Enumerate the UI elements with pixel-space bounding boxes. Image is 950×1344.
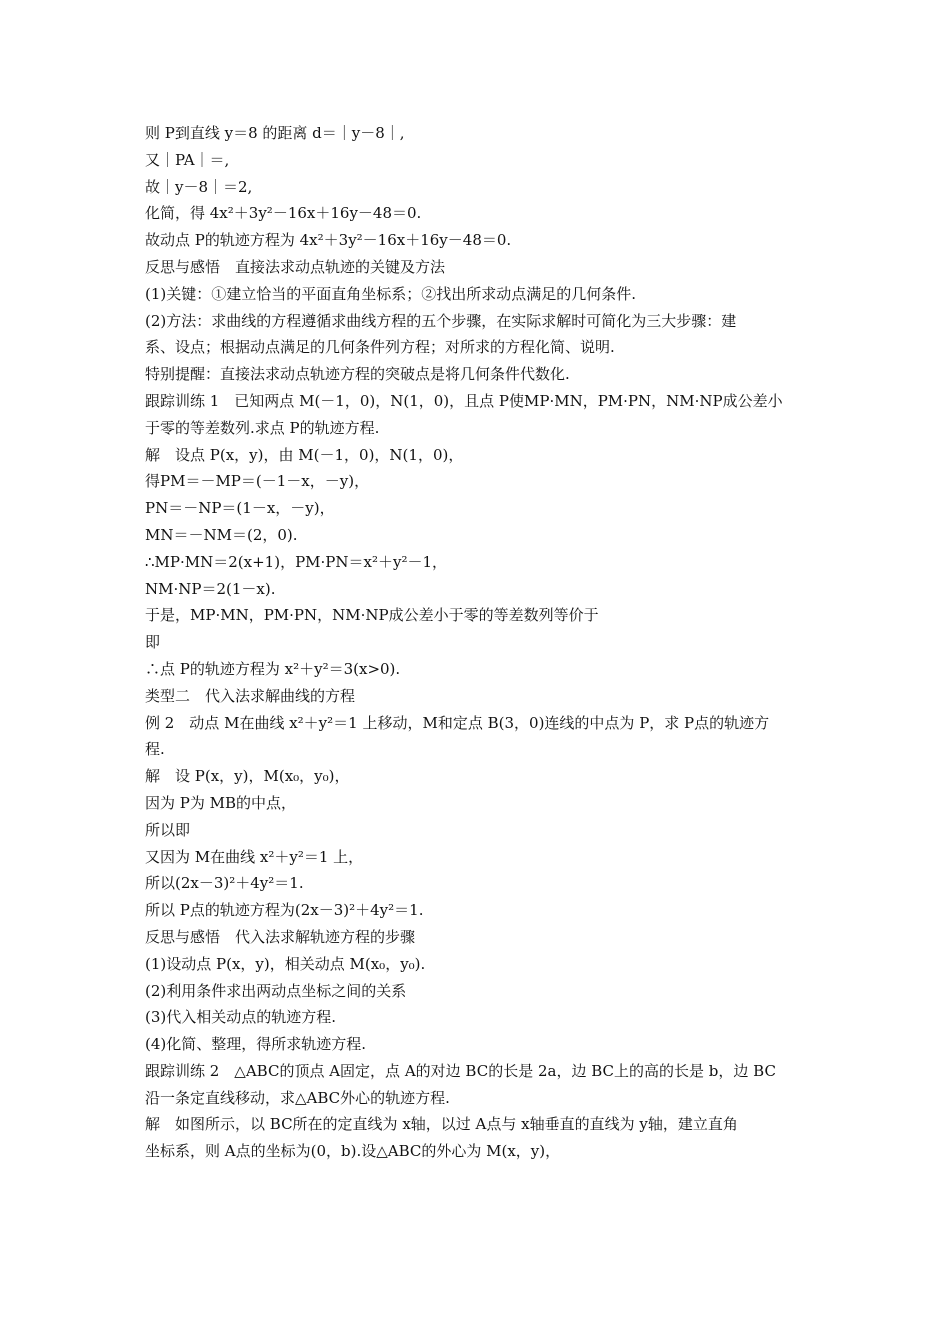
text-line: (1)设动点 P(x，y)，相关动点 M(x₀，y₀). <box>145 954 426 973</box>
text-line: 又因为 M在曲线 x²＋y²＝1 上， <box>145 847 364 866</box>
section-heading: 类型二 代入法求解曲线的方程 <box>145 686 356 705</box>
text-line: ∴点 P的轨迹方程为 x²＋y²＝3(x>0). <box>145 659 401 678</box>
exercise-heading: 跟踪训练 1 已知两点 M(－1，0)，N(1，0)，且点 P使MP·MN，PM·PN，NM·NP成公差小 <box>145 391 783 410</box>
example-heading: 例 2 动点 M在曲线 x²＋y²＝1 上移动，M和定点 B(3，0)连线的中点为 P，求 P点的轨迹方 <box>145 713 770 732</box>
exercise-heading: 跟踪训练 2 △ABC的顶点 A固定，点 A的对边 BC的长是 2a，边 BC上的高的长是 b，边 BC <box>145 1061 776 1080</box>
text-line: 特别提醒：直接法求动点轨迹方程的突破点是将几何条件代数化. <box>145 365 570 384</box>
text-line: PN＝－NP＝(1－x，－y)， <box>145 499 335 518</box>
text-line: 得PM＝－MP＝(－1－x，－y)， <box>145 472 370 491</box>
text-line: 即 <box>145 633 161 652</box>
document-body <box>145 120 815 1165</box>
text-line: ∴MP·MN＝2(x+1)，PM·PN＝x²＋y²－1， <box>145 552 448 571</box>
text-line: 因为 P为 MB的中点， <box>145 793 297 812</box>
text-line: 解 如图所示，以 BC所在的定直线为 x轴，以过 A点与 x轴垂直的直线为 y轴，建立直角 <box>145 1115 738 1134</box>
text-line: 坐标系，则 A点的坐标为(0，b).设△ABC的外心为 M(x，y)， <box>145 1142 561 1161</box>
text-line: 系、设点；根据动点满足的几何条件列方程；对所求的方程化简、说明. <box>145 338 615 357</box>
text-line: (3)代入相关动点的轨迹方程. <box>145 1008 337 1027</box>
text-line: 故｜y－8｜＝2, <box>145 177 253 196</box>
text-line: (2)利用条件求出两动点坐标之间的关系 <box>145 981 407 1000</box>
text-line: 沿一条定直线移动，求△ABC外心的轨迹方程. <box>145 1088 450 1107</box>
text-line: 故动点 P的轨迹方程为 4x²＋3y²－16x＋16y－48＝0. <box>145 231 512 250</box>
text-line: NM·NP＝2(1－x). <box>145 579 276 598</box>
text-line: 于零的等差数列.求点 P的轨迹方程. <box>145 418 380 437</box>
text-line: (2)方法：求曲线的方程遵循求曲线方程的五个步骤，在实际求解时可简化为三大步骤：建 <box>145 311 737 330</box>
text-line: 所以(2x－3)²＋4y²＝1. <box>145 874 304 893</box>
text-line: 则 P到直线 y＝8 的距离 d＝｜y－8｜, <box>145 124 405 142</box>
text-line: 又｜PA｜＝, <box>145 150 230 169</box>
text-line: 程. <box>145 740 165 759</box>
text-line: 解 设点 P(x，y)，由 M(－1，0)，N(1，0)， <box>145 445 464 464</box>
text-line: 解 设 P(x，y)，M(x₀，y₀)， <box>145 767 350 786</box>
text-line: 于是，MP·MN，PM·PN，NM·NP成公差小于零的等差数列等价于 <box>145 606 599 625</box>
text-line: 所以即 <box>145 820 191 839</box>
section-heading: 反思与感悟 直接法求动点轨迹的关键及方法 <box>145 257 446 276</box>
section-heading: 反思与感悟 代入法求解轨迹方程的步骤 <box>145 927 416 946</box>
text-line: 化简，得 4x²＋3y²－16x＋16y－48＝0. <box>145 204 422 223</box>
text-line: (1)关键：①建立恰当的平面直角坐标系；②找出所求动点满足的几何条件. <box>145 284 637 303</box>
text-line: 所以 P点的轨迹方程为(2x－3)²＋4y²＝1. <box>145 901 424 920</box>
text-line: MN＝－NM＝(2，0). <box>145 525 298 544</box>
text-line: (4)化简、整理，得所求轨迹方程. <box>145 1035 367 1054</box>
